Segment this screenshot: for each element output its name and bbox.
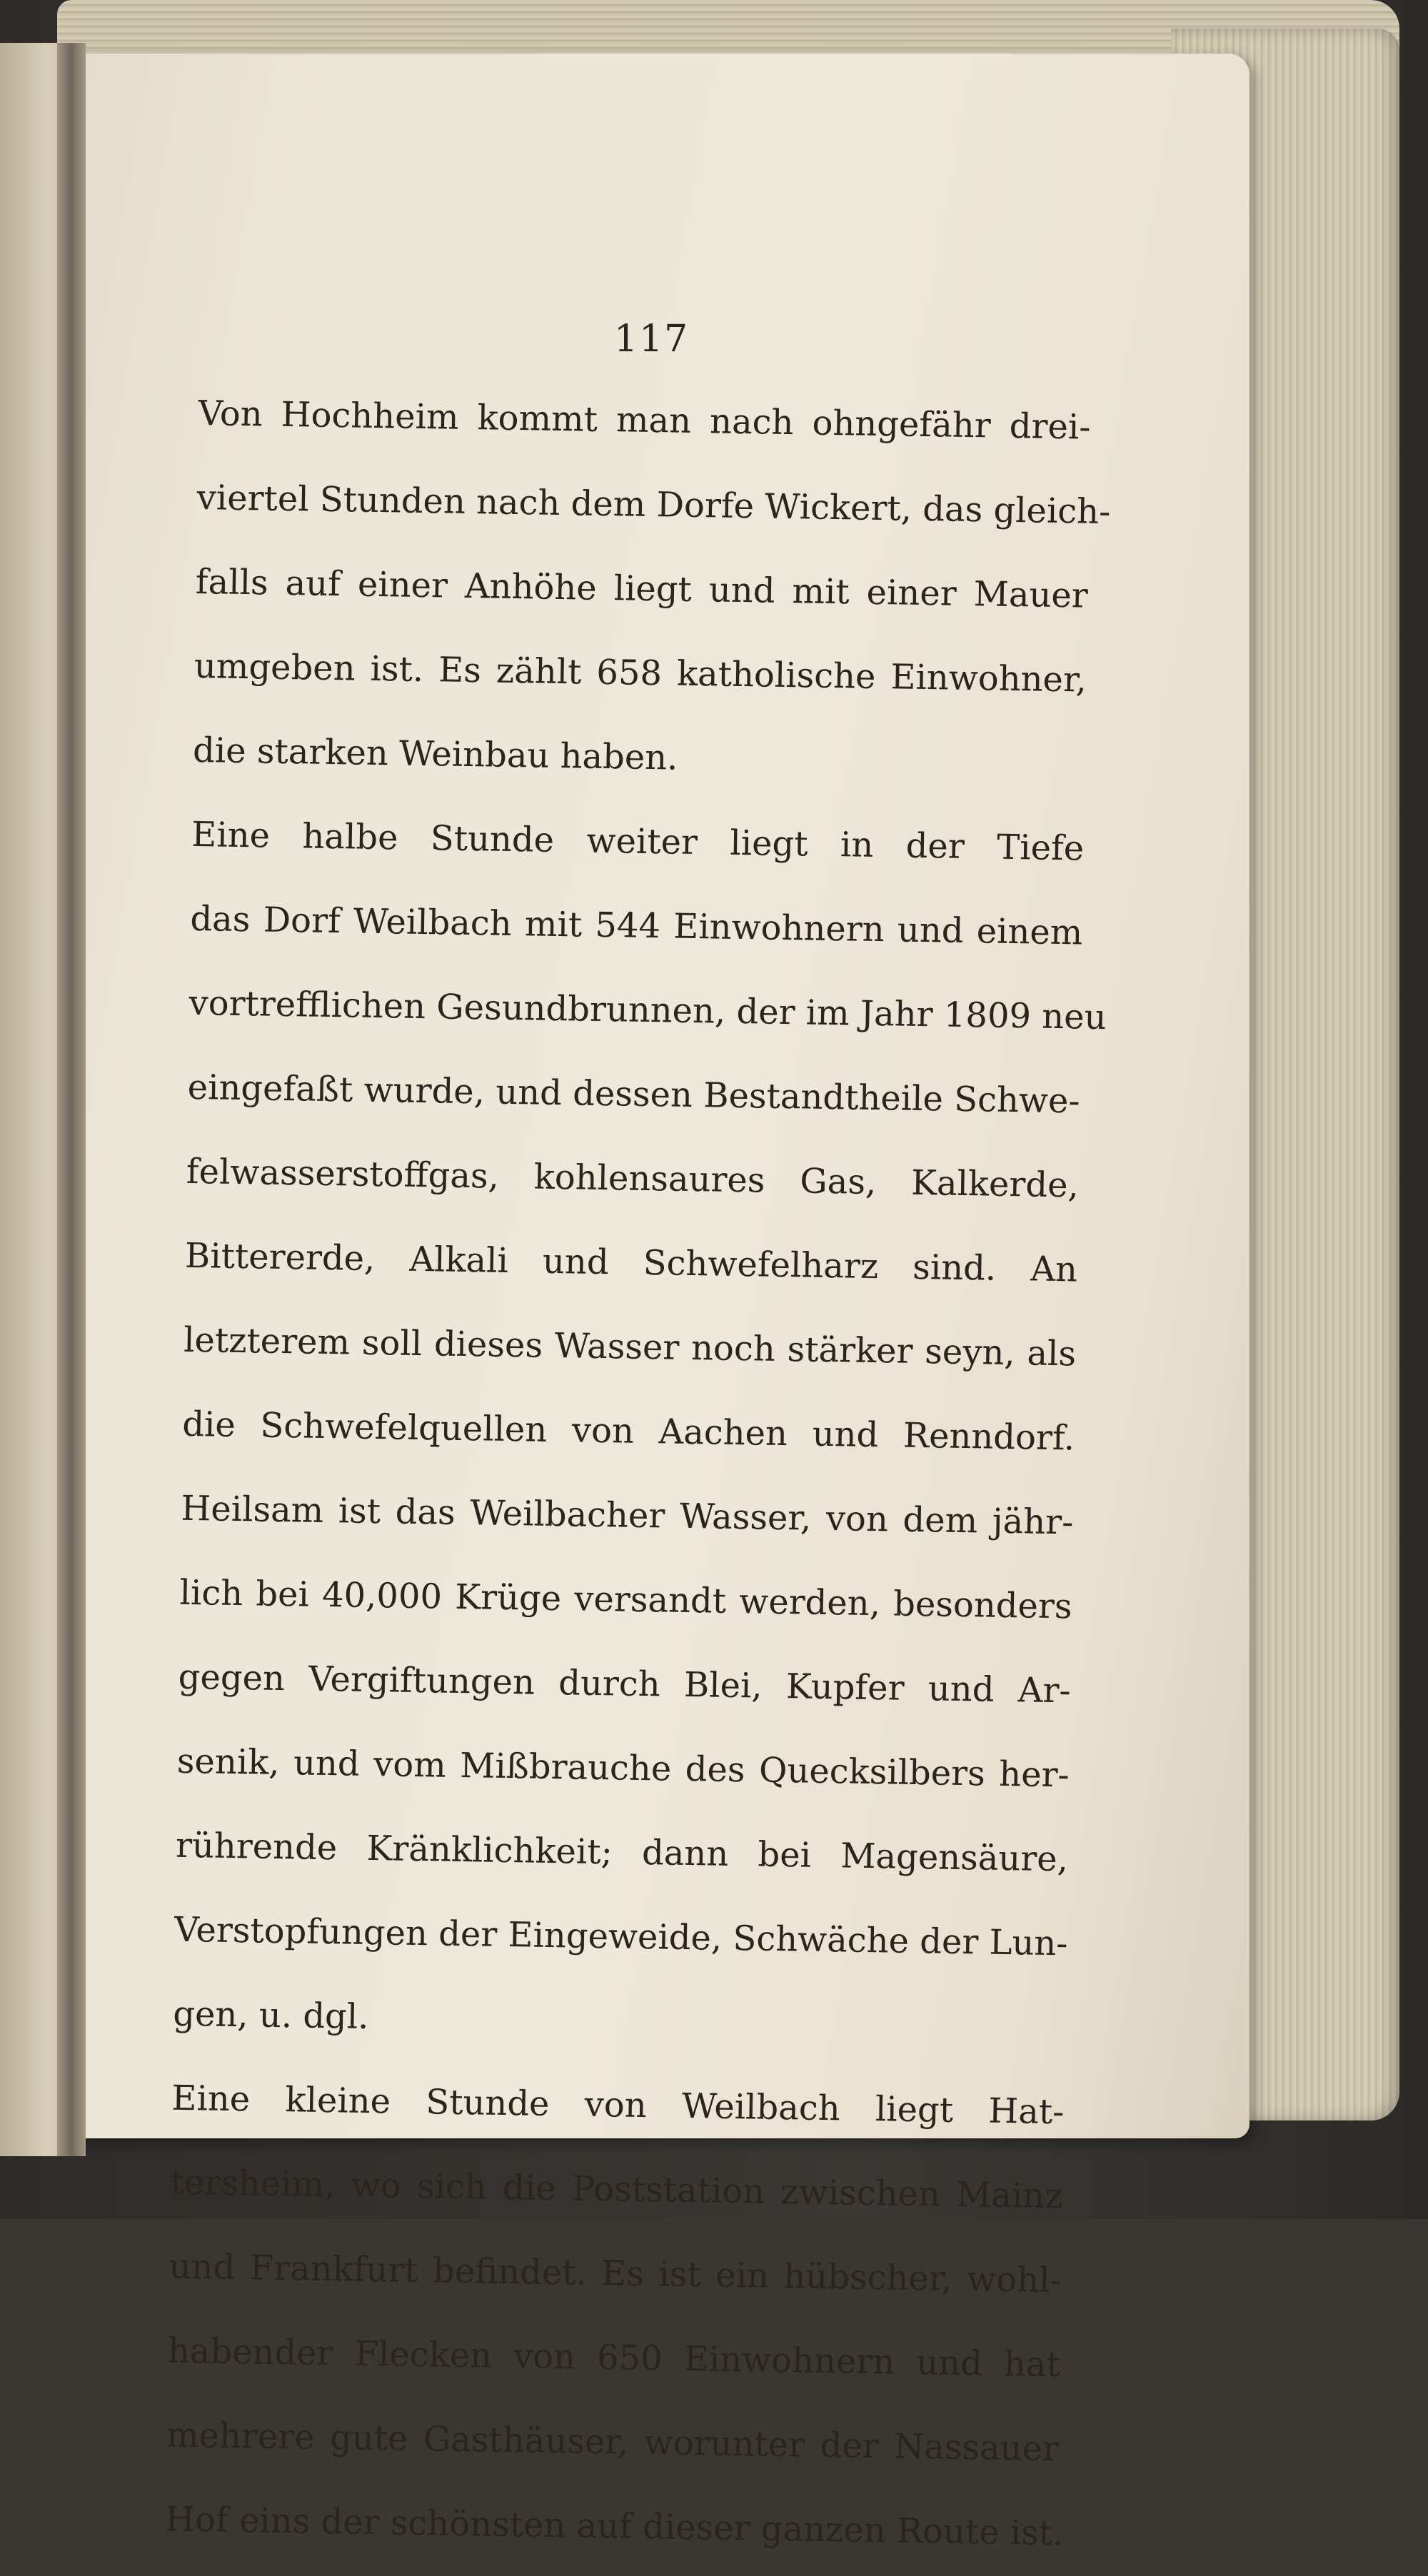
text-line: lich bei 40,000 Krüge versandt werden, besonders [179,1572,1072,1627]
text-line: habender Flecken von 650 Einwohnern und hat [167,2330,1061,2385]
page-number: 117 [614,318,690,361]
text-line: umgeben ist. Es zählt 658 katholische Einwohner, [193,645,1087,700]
book-page [64,54,1250,2554]
text-line: letzterem soll dieses Wasser noch stärker seyn, als [183,1319,1077,1374]
text-line: mehrere gute Gasthäuser, worunter der Nassauer [166,2415,1060,2470]
text-line: vortrefflichen Gesundbrunnen, der im Jahr 1809 neu [188,982,1107,1038]
text-line: Eine halbe Stunde weiter liegt in der Tiefe [191,814,1085,869]
text-line: viertel Stunden nach dem Dorfe Wickert, das gleich- [196,477,1111,533]
text-line: Heilsam ist das Weilbacher Wasser, von dem jähr- [181,1488,1074,1543]
text-line: Von Hochheim kommt man nach ohngefähr drei- [198,393,1091,448]
text-line: die Schwefelquellen von Aachen und Renndorf. [181,1404,1075,1459]
book-gutter [57,43,86,2156]
text-line: eingefaßt wurde, und dessen Bestandtheile Schwe- [187,1067,1081,1122]
text-line: rührende Kränklichkeit; dann bei Magensäure, [175,1825,1069,1880]
text-line: gen, u. dgl. [172,1993,369,2038]
text-line: senik, und vom Mißbrauche des Quecksilbers her- [176,1741,1070,1796]
text-line: das Dorf Weilbach mit 544 Einwohnern und einem [190,898,1083,953]
text-line: und Frankfurt befindet. Es ist ein hübscher, wohl- [169,2246,1062,2301]
text-line: tersheim, wo sich die Poststation zwischen Mainz [170,2162,1063,2217]
text-line: falls auf einer Anhöhe liegt und mit einer Mauer [195,561,1089,616]
text-line: Bittererde, Alkali und Schwefelharz sind. An [184,1235,1078,1290]
text-lines [164,371,1111,2575]
text-line: felwasserstoffgas, kohlensaures Gas, Kalkerde, [186,1151,1080,1206]
text-line: Hof eins der schönsten auf dieser ganzen Route ist. [164,2499,1064,2554]
text-line: gegen Vergiftungen durch Blei, Kupfer und Ar- [178,1656,1072,1711]
text-line: die starken Weinbau haben. [192,730,678,778]
text-line: Eine kleine Stunde von Weilbach liegt Hat- [171,2078,1065,2133]
text-line: Verstopfungen der Eingeweide, Schwäche der Lun- [174,1909,1068,1964]
